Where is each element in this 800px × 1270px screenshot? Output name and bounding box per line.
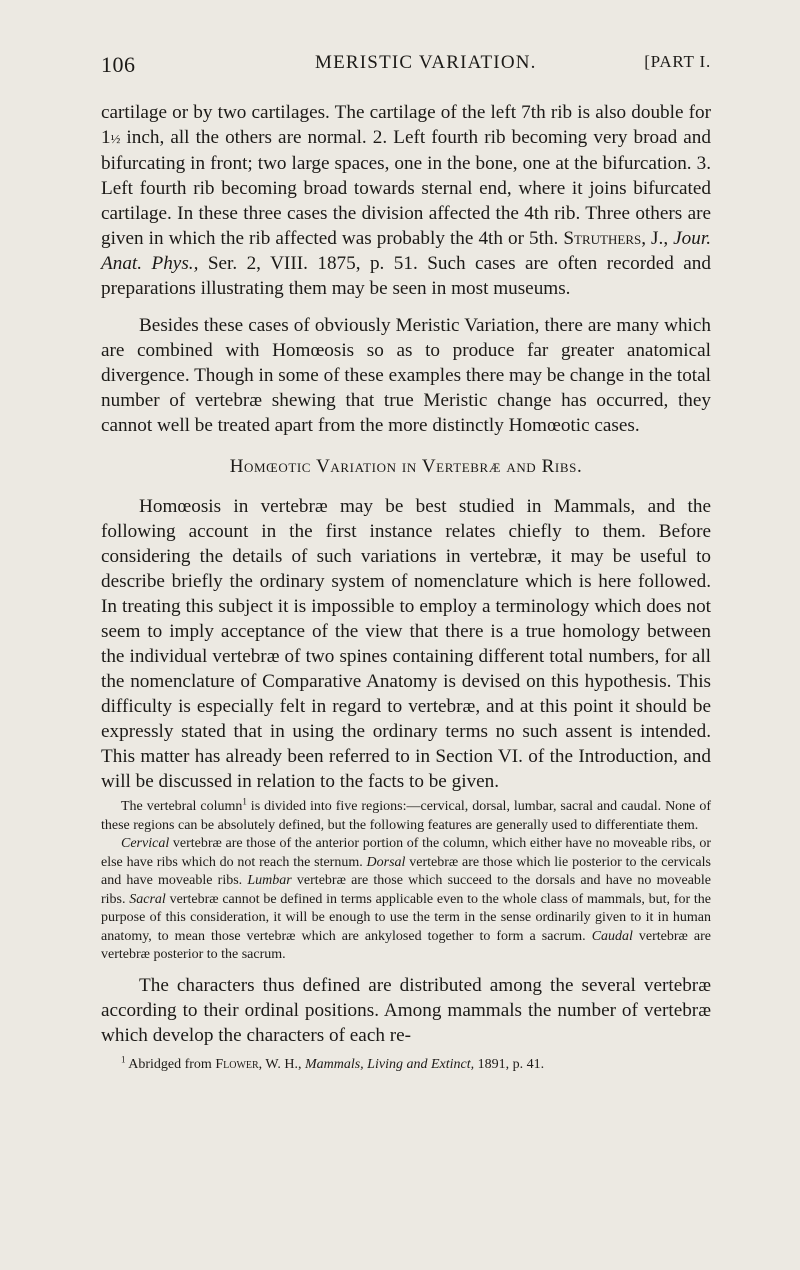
page-body: [101, 100, 711, 1074]
paragraph-meristic: Besides these cases of obviously Meristic Variation, there are many which are combined with Homœosis so as to produce far greater anatomical divergence. Though in some of these examples there may be change in the total number of vertebræ shewing that true Meristic change has occurred, they cannot well be treated apart from the more distinctly Homœotic cases.: [101, 315, 711, 436]
footnote-author: Flower, W. H.,: [215, 1056, 302, 1072]
text-run: Ser. 2, VIII. 1875, p. 51. Such cases are often recorded and preparations illustrating them may be seen in most museums.: [101, 253, 711, 299]
term-lumbar: Lumbar: [247, 873, 292, 888]
small-print-definitions: [101, 835, 711, 965]
running-title: MERISTIC VARIATION.: [315, 52, 537, 73]
paragraph-characters: The characters thus defined are distributed among the several vertebræ according to their ordinal positions. Among mammals the number of vertebræ which develop the characters of each re-: [101, 974, 711, 1046]
small-print-regions: [101, 798, 711, 835]
text-run: vertebræ are vertebræ posterior to the sacrum.: [101, 928, 711, 962]
term-caudal: Caudal: [591, 928, 633, 944]
text-run: cartilage or by two cartilages. The cartilage of the left 7th rib is also double for 1: [101, 102, 711, 148]
author-citation: Struthers, J.,: [563, 228, 669, 249]
text-run: Abridged from: [125, 1056, 216, 1072]
page-number: 106: [101, 52, 136, 77]
text-run: vertebræ are those which succeed to the dorsals and have no moveable ribs.: [101, 873, 712, 907]
running-header: [101, 52, 711, 86]
text-run: inch, all the others are normal. 2. Left fourth rib becoming very broad and bifurcating in front; two large spaces, one in the bone, one at the bifurcation. 3. Left fourth rib becoming broad towards sternal end, where it joins bifurcated cartilage. In these three cases the division affected the 4th rib. Three others are given in which the rib affected was probably the 4th or 5th.: [101, 127, 711, 249]
journal-citation: Jour. Anat. Phys.,: [101, 228, 712, 274]
section-heading-text: Homœotic Variation in Vertebræ and Ribs.: [229, 456, 583, 477]
text-run: 1891, p. 41.: [474, 1056, 545, 1072]
footnote-marker: 1: [121, 1053, 126, 1064]
text-run: is divided into five regions:—cervical, dorsal, lumbar, sacral and caudal. None of these regions can be absolutely defined, but the following features are generally used to differentiate them.: [101, 799, 711, 833]
term-dorsal: Dorsal: [366, 854, 406, 870]
text-run: vertebræ are those of the anterior portion of the column, which either have no moveable ribs, or else have ribs which do not reach the sternum.: [101, 836, 711, 870]
fraction: ½: [110, 131, 121, 146]
text-run: vertebræ cannot be defined in terms applicable even to the whole class of mammals, but, for the purpose of this consideration, it will be enough to use the term in the sense ordinarily given to it in human anatomy, to mean those vertebræ which are ankylosed together to form a sacrum.: [101, 891, 711, 944]
text-run: The vertebral column: [121, 799, 243, 814]
footnote: [101, 1053, 711, 1074]
footnote-title: Mammals, Living and Extinct,: [301, 1056, 475, 1072]
footnote-ref: 1: [242, 796, 247, 807]
term-sacral: Sacral: [129, 891, 166, 907]
text-run: vertebræ are those which lie posterior to the cervicals and have moveable ribs.: [101, 854, 711, 888]
part-label: [PART I.: [644, 52, 711, 71]
section-heading: [101, 456, 711, 478]
term-cervical: Cervical: [121, 836, 170, 851]
paragraph-continued: [101, 100, 711, 301]
paragraph-homoeosis: Homœosis in vertebræ may be best studied in Mammals, and the following account in the first instance relates chiefly to them. Before considering the details of such variations in vertebræ, it may be useful to describe briefly the ordinary system of nomenclature which is here followed. In treating this subject it is impossible to employ a terminology which does not seem to imply acceptance of the view that there is a true homology between the individual vertebræ of two spines containing different total numbers, for all the nomenclature of Comparative Anatomy is devised on this hypothesis. This difficulty is especially felt in regard to vertebræ, and at this point it should be expressly stated that in using the ordinary terms no such assent is intended. This matter has already been referred to in Section VI. of the Introduction, and will be discussed in relation to the facts to be given.: [101, 496, 711, 792]
